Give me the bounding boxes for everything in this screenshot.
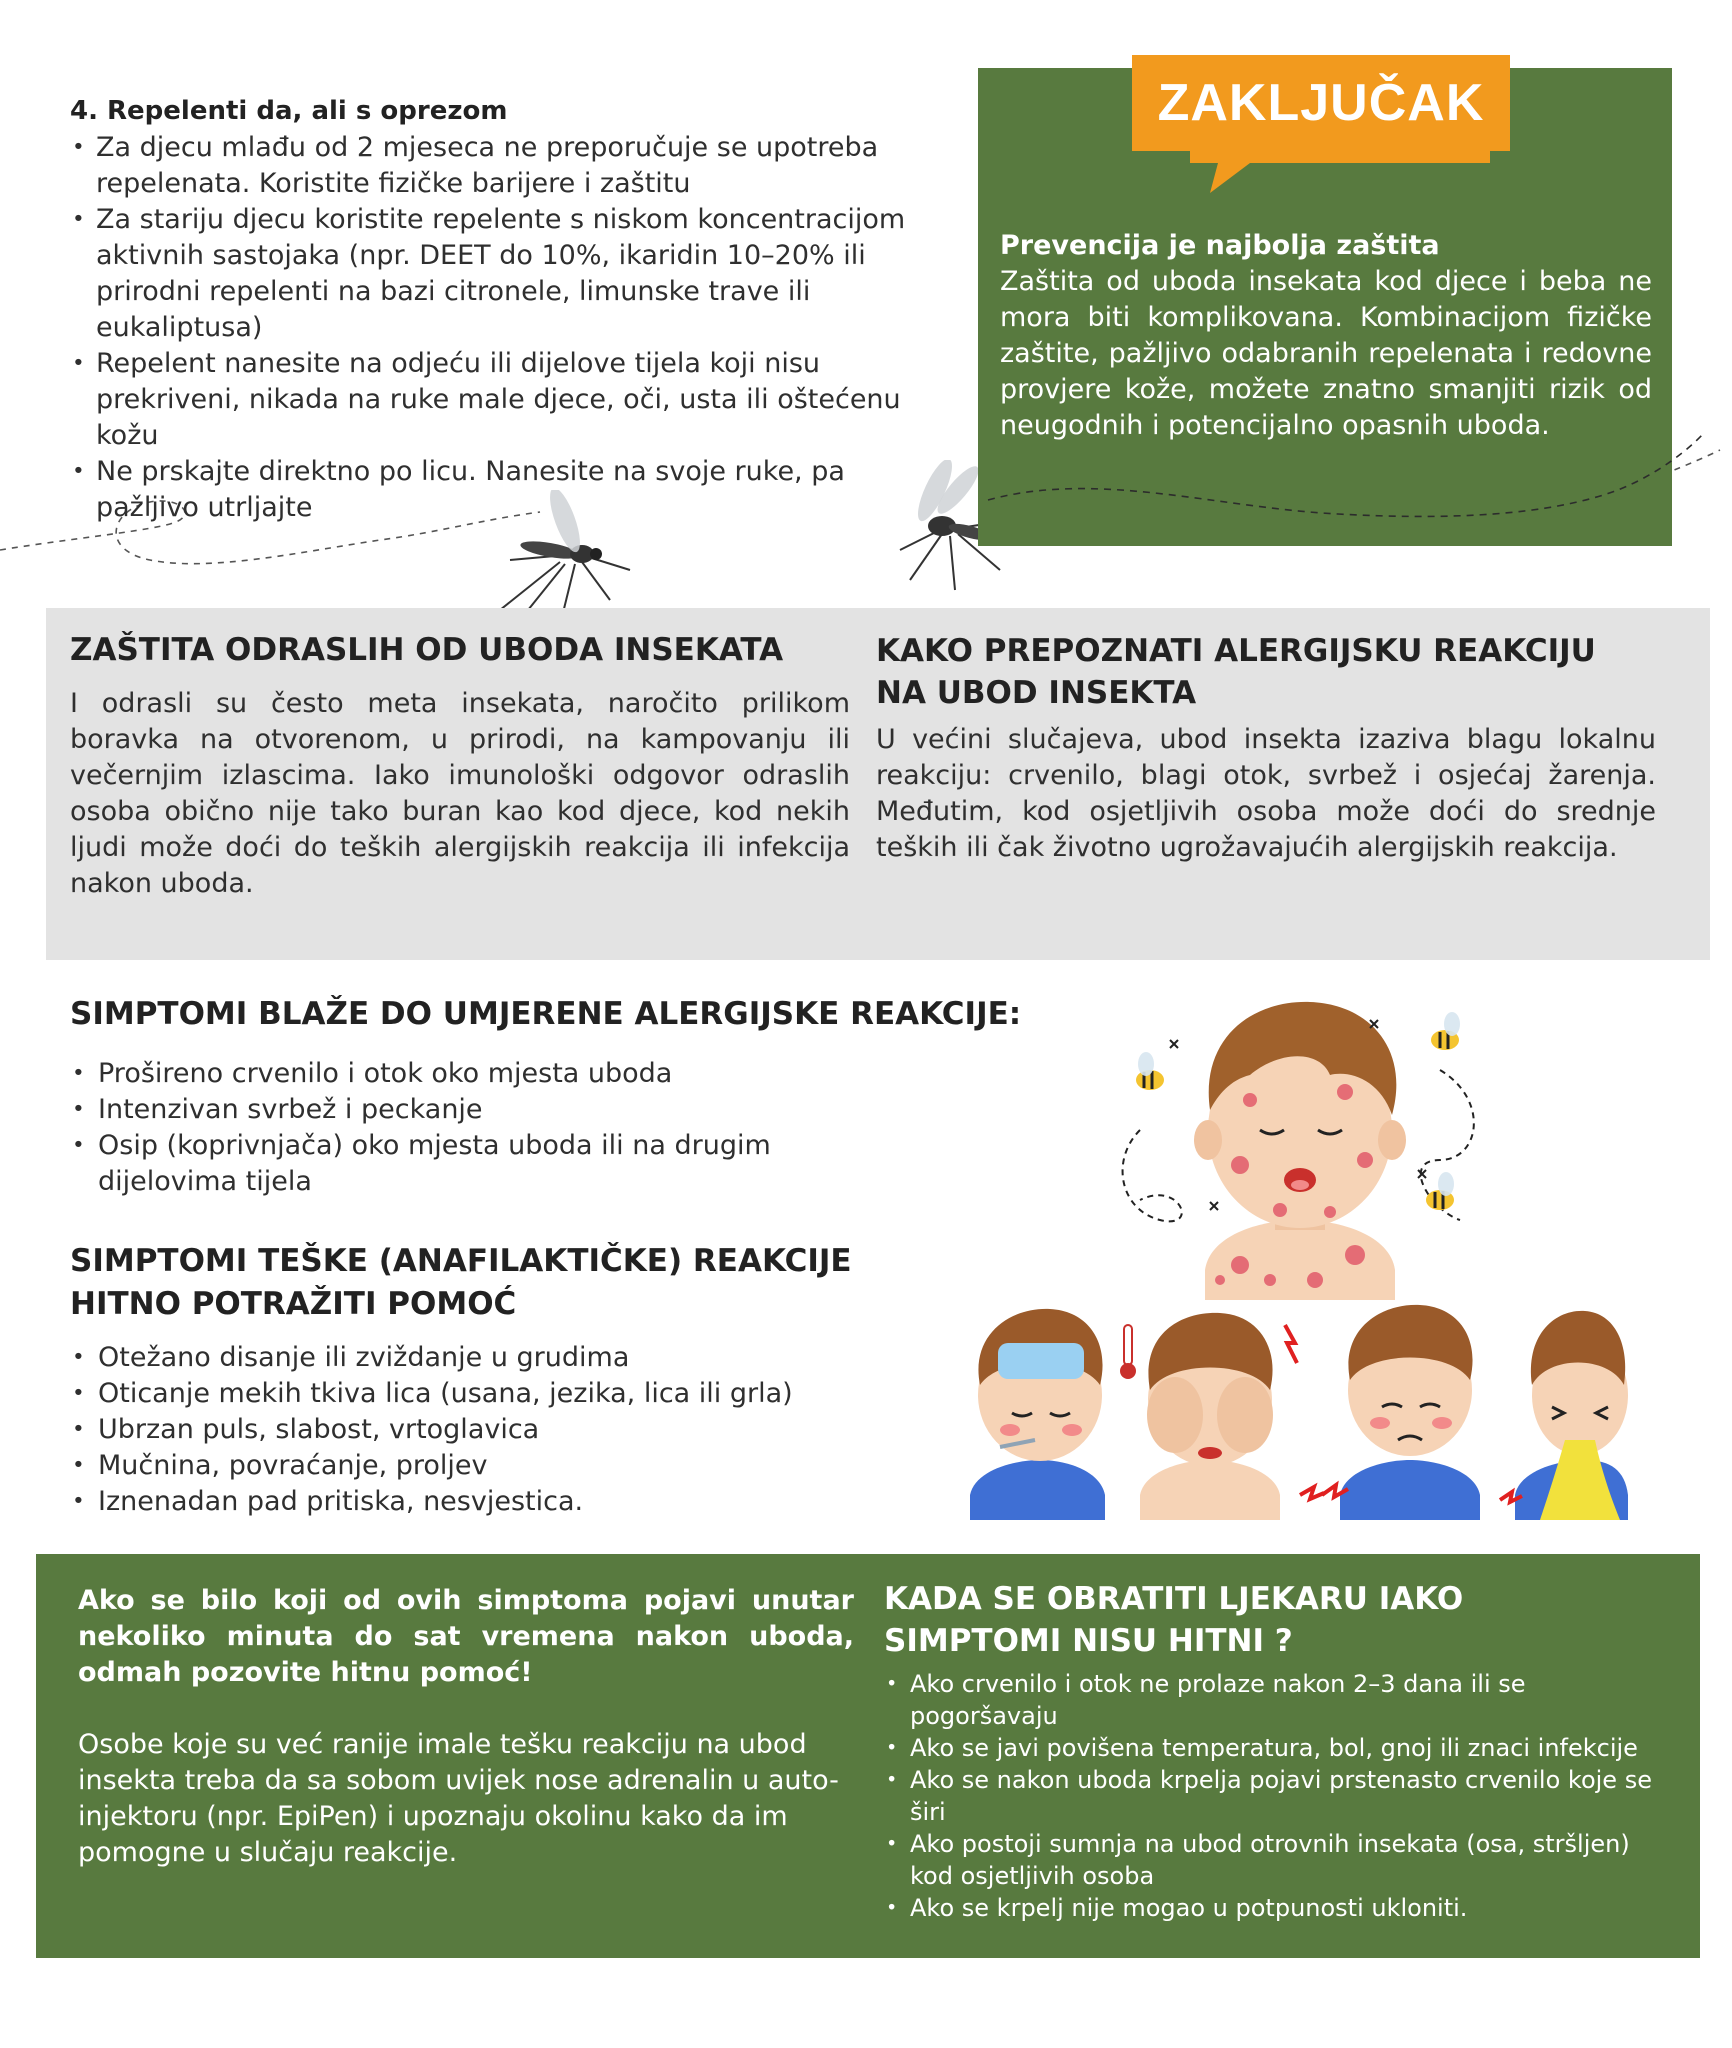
list-item: • Ako se nakon uboda krpelja pojavi prstenasto crvenilo koje se širi	[884, 1764, 1674, 1828]
feverish-kid	[970, 1309, 1136, 1520]
list-item: • Ubrzan puls, slabost, vrtoglavica	[70, 1412, 950, 1448]
dizzy-kid	[1322, 1305, 1480, 1520]
severe-symptoms-section	[70, 1240, 950, 1520]
mild-symptoms-list	[70, 1056, 850, 1200]
mild-symptoms-section	[70, 996, 1110, 1200]
list-item: • Intenzivan svrbež i peckanje	[70, 1092, 850, 1128]
severe-symptoms-list	[70, 1340, 950, 1520]
bee-icon	[1136, 1052, 1164, 1090]
list-item: • Ako postoji sumnja na ubod otrovnih insekata (osa, stršljen) kod osjetljivih osoba	[884, 1828, 1674, 1892]
doctor-section-title	[884, 1578, 1674, 1662]
list-item: • Mučnina, povraćanje, proljev	[70, 1448, 950, 1484]
list-item: • Repelent nanesite na odjeću ili dijelove tijela koji nisu prekriveni, nikada na ruke male djece, oči, usta ili oštećenu kožu	[70, 346, 950, 454]
allergy-recognition-section	[876, 630, 1656, 866]
emergency-call-section	[78, 1583, 854, 1871]
allergy-recognition-text: U većini slučajeva, ubod insekta izaziva blagu lokalnu reakciju: crvenilo, blagi otok, svrbež i osjećaj žarenja. Međutim, kod osjetljivih osoba može doći do srednje teških ili čak životno ugrožavajućih alergijskih reakcija.	[876, 724, 1656, 863]
doctor-title-line2: SIMPTOMI NISU HITNI ?	[884, 1623, 1293, 1659]
list-item: • Oticanje mekih tkiva lica (usana, jezika, lica ili grla)	[70, 1376, 950, 1412]
list-item: • Osip (koprivnjača) oko mjesta uboda ili na drugim dijelovima tijela	[70, 1128, 850, 1200]
severe-symptoms-kids-illustration	[940, 1295, 1630, 1525]
conclusion-tag: ZAKLJUČAK	[1132, 55, 1510, 151]
emergency-alert-text: Ako se bilo koji od ovih simptoma pojavi unutar nekoliko minuta do sat vremena nakon uboda, odmah pozovite hitnu pomoć!	[78, 1585, 854, 1688]
adult-protection-section	[70, 630, 850, 902]
list-item: • Prošireno crvenilo i otok oko mjesta uboda	[70, 1056, 850, 1092]
epipen-note-text: Osobe koje su već ranije imale tešku reakciju na ubod insekta treba da sa sobom uvijek nose adrenalin u auto-injektoru (npr. EpiPen) i upoznaju okolinu kako da im pomogne u slučaju reakcije.	[78, 1729, 839, 1868]
list-item: • Ako crvenilo i otok ne prolaze nakon 2–3 dana ili se pogoršavaju	[884, 1668, 1674, 1732]
vomiting-kid	[1500, 1311, 1628, 1520]
ribbon-fold-decoration	[1190, 151, 1490, 193]
list-item: • Ne prskajte direktno po licu. Nanesite na svoje ruke, pa pažljivo utrljajte	[70, 454, 950, 526]
bee-icon	[1426, 1172, 1454, 1210]
list-item: • Ako se javi povišena temperatura, bol, gnoj ili znaci infekcije	[884, 1732, 1674, 1764]
repellents-title: 4. Repelenti da, ali s oprezom	[70, 96, 508, 126]
list-item: • Za djecu mlađu od 2 mjeseca ne preporučuje se upotreba repelenata. Koristite fizičke barijere i zaštitu	[70, 130, 950, 202]
list-item: • Otežano disanje ili zviždanje u grudima	[70, 1340, 950, 1376]
headache-kid	[1140, 1313, 1324, 1520]
severe-title-line2: HITNO POTRAŽITI POMOĆ	[70, 1286, 517, 1322]
bee-icon	[1431, 1012, 1460, 1050]
list-item: • Iznenadan pad pritiska, nesvjestica.	[70, 1484, 950, 1520]
when-to-see-doctor-section	[884, 1578, 1674, 1924]
repellents-section	[70, 96, 950, 526]
adult-protection-text: I odrasli su često meta insekata, naročito prilikom boravka na otvorenom, u prirodi, na kampovanju ili večernjim izlascima. Iako imunološki odgovor odraslih osoba obično nije tako buran kao kod djece, kod nekih ljudi može doći do teških alergijskih reakcija ili infekcija nakon uboda.	[70, 688, 850, 899]
conclusion-text: Zaštita od uboda insekata kod djece i beba ne mora biti komplikovana. Kombinacijom fizičke zaštite, pažljivo odabranih repelenata i redovne provjere kože, možete znatno smanjiti rizik od neugodnih i potencijalno opasnih uboda.	[1000, 266, 1652, 441]
list-item: • Za stariju djecu koristite repelente s niskom koncentracijom aktivnih sastojaka (npr. DEET do 10%, ikaridin 10–20% ili prirodni repelenti na bazi citronele, limunske trave ili eukaliptusa)	[70, 202, 950, 346]
boy-with-rash-illustration	[1100, 980, 1500, 1310]
allergy-recognition-title: KAKO PREPOZNATI ALERGIJSKU REAKCIJU NA UBOD INSEKTA	[876, 633, 1596, 711]
repellents-list	[70, 130, 950, 526]
severe-title-line1: SIMPTOMI TEŠKE (ANAFILAKTIČKE) REAKCIJE	[70, 1243, 852, 1279]
doctor-title-line1: KADA SE OBRATITI LJEKARU IAKO	[884, 1581, 1464, 1617]
flight-path-decoration	[978, 430, 1708, 540]
conclusion-content	[1000, 228, 1652, 444]
mild-symptoms-title: SIMPTOMI BLAŽE DO UMJERENE ALERGIJSKE REAKCIJE:	[70, 996, 1022, 1032]
list-item: • Ako se krpelj nije mogao u potpunosti ukloniti.	[884, 1892, 1674, 1924]
doctor-reasons-list	[884, 1668, 1674, 1924]
adult-protection-title: ZAŠTITA ODRASLIH OD UBODA INSEKATA	[70, 632, 784, 668]
conclusion-heading: Prevencija je najbolja zaštita	[1000, 230, 1440, 261]
severe-symptoms-title	[70, 1240, 950, 1326]
